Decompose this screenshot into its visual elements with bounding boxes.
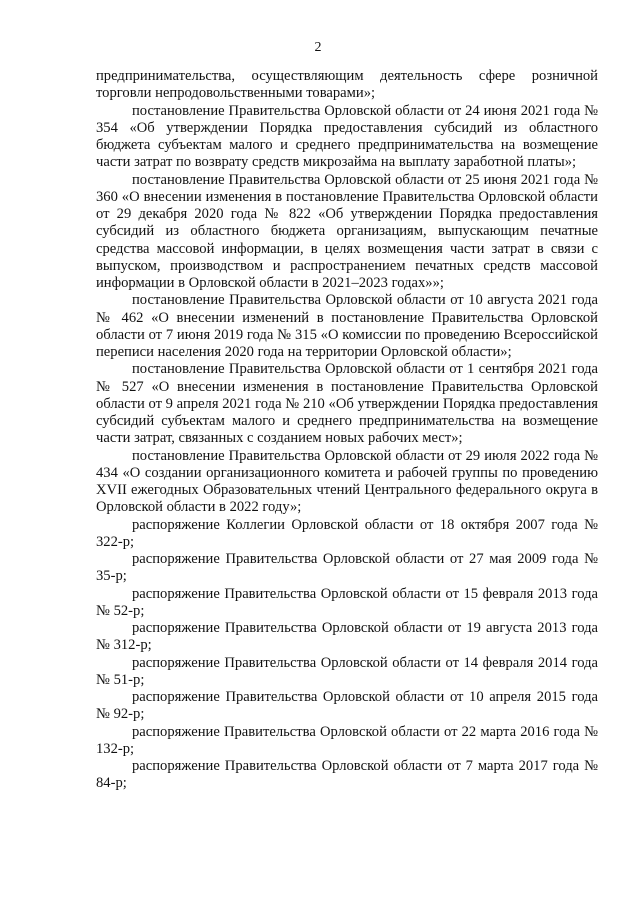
paragraph-order-84: распоряжение Правительства Орловской области от 7 марта 2017 года № 84-р; [96,758,598,792]
paragraph-order-132: распоряжение Правительства Орловской области от 22 марта 2016 года № 132-р; [96,723,598,757]
paragraph-order-92: распоряжение Правительства Орловской области от 10 апреля 2015 года № 92-р; [96,689,598,723]
paragraph-continuation: предпринимательства, осуществляющим деятельность сфере розничной торговли непродовольственными товарами»; [96,68,598,102]
paragraph-resolution-527: постановление Правительства Орловской области от 1 сентября 2021 года № 527 «О внесении изменения в постановление Правительства Орловской области от 9 апреля 2021 года № 210 «Об утверждении Порядка предоставления субсидий субъектам малого и среднего предпринимательства на возмещение части затрат, связанных с созданием новых рабочих мест»; [96,361,598,447]
paragraph-resolution-360: постановление Правительства Орловской области от 25 июня 2021 года № 360 «О внесении изменения в постановление Правительства Орловской области от 29 декабря 2020 года № 822 «Об утверждении Порядка предоставления субсидий из областного бюджета организациям, выпускающим печатные средства массовой информации, в целях возмещения части затрат в связи с выпуском, производством и распространением печатных средств массовой информации в Орловской области в 2021–2023 годах»»; [96,171,598,291]
document-body [96,68,598,793]
paragraph-resolution-462: постановление Правительства Орловской области от 10 августа 2021 года № 462 «О внесении изменений в постановление Правительства Орловской области от 7 июня 2019 года № 315 «О комиссии по проведению Всероссийской переписи населения 2020 года на территории Орловской области»; [96,292,598,360]
paragraph-order-35: распоряжение Правительства Орловской области от 27 мая 2009 года № 35-р; [96,551,598,585]
paragraph-resolution-434: постановление Правительства Орловской области от 29 июля 2022 года № 434 «О создании организационного комитета и рабочей группы по проведению XVII ежегодных Образовательных чтений Центрального федерального округа в Орловской области в 2022 году»; [96,447,598,516]
page-number: 2 [314,40,322,55]
paragraph-order-52: распоряжение Правительства Орловской области от 15 февраля 2013 года № 52-р; [96,585,598,619]
paragraph-order-51: распоряжение Правительства Орловской области от 14 февраля 2014 года № 51-р; [96,654,598,688]
paragraph-order-312: распоряжение Правительства Орловской области от 19 августа 2013 года № 312-р; [96,620,598,654]
paragraph-order-322: распоряжение Коллегии Орловской области от 18 октября 2007 года № 322-р; [96,516,598,550]
paragraph-resolution-354: постановление Правительства Орловской области от 24 июня 2021 года № 354 «Об утверждении Порядка предоставления субсидий из областного бюджета субъектам малого и среднего предпринимательства на возмещение части затрат по возврату средств микрозайма на выплату заработной платы»; [96,102,598,171]
